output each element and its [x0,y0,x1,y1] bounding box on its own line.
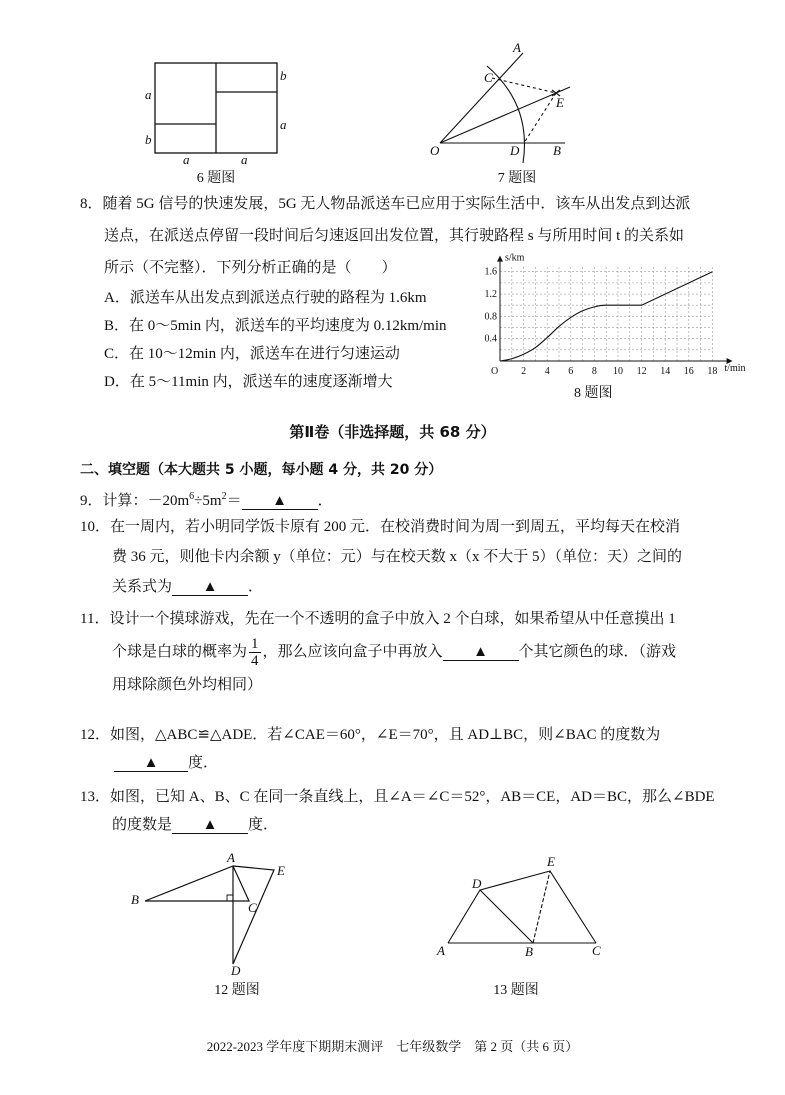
label-a: a [145,87,152,102]
label-C: C [248,900,257,915]
label-b: b [145,132,152,147]
figure-12 [131,850,285,998]
x-tick-label: 14 [660,366,671,377]
label-C: C [592,943,601,958]
label-D: D [472,876,482,891]
label-D: D [231,963,241,978]
q11-text: ，那么应该向盒子中再放入 [262,644,443,660]
q11-line: 用球除颜色外均相同） [112,677,263,693]
figure-caption: 6 题图 [196,171,236,186]
label-D: D [510,143,520,158]
x-tick-label: 2 [521,366,527,377]
exponent: 6 [189,491,195,502]
label-O: O [430,143,440,158]
q11-text: 个其它颜色的球．（游戏 [518,644,677,660]
y-axis-label: s/km [505,252,525,264]
label-b: b [280,68,287,83]
label-B: B [553,143,561,158]
x-tick-label: 10 [613,366,623,377]
q13-line: 13．如图，已知 A、B、C 在同一条直线上，且∠A＝∠C＝52°，AB＝CE，AD＝BC，那么∠BDE [80,789,715,805]
label-a: a [280,117,287,132]
label-E: E [556,95,564,110]
y-tick-label: 0.4 [484,333,497,345]
q8-line: 所示（不完整）．下列分析正确的是（ ） [104,260,397,276]
figure-13 [436,854,601,998]
x-tick-label: 16 [683,366,694,377]
q13-line [112,816,278,834]
figure-8-chart [485,253,746,377]
label-E: E [547,854,555,869]
q11-text: 个球是白球的概率为 [112,644,248,660]
fraction [249,636,261,669]
label-a: a [183,152,190,167]
q10-line: 费 36 元，则他卡内余额 y（单位：元）与在校天数 x（x 不大于 5）（单位：天）之间的 [112,549,683,565]
label-B: B [131,892,139,907]
q8-option-d: D．在 5～11min 内，派送车的速度逐渐增大 [104,374,393,390]
y-tick-label: 1.2 [484,289,497,301]
answer-blank[interactable]: ▲ [172,579,248,596]
numerator: 1 [251,636,259,653]
x-tick-label: 18 [707,366,718,377]
q11-line: 11．设计一个摸球游戏，先在一个不透明的盒子中放入 2 个白球，如果希望从中任意摸出 1 [80,611,676,627]
y-tick-label: 0.8 [484,311,497,323]
q9-text: 9．计算：－20m [80,493,190,509]
q8-line: 8．随着 5G 信号的快速发展，5G 无人物品派送车已应用于实际生活中．该车从出发点到达派 [80,196,691,212]
q10-line: 10．在一周内，若小明同学饭卡原有 200 元．在校消费时间为周一到周五，平均每天在校消 [80,519,681,535]
q9-text: ． [317,493,333,509]
x-tick-label: 6 [568,366,574,377]
q8-option-a: A．派送车从出发点到派送点行驶的路程为 1.6km [104,290,427,306]
x-tick-label: 12 [636,366,647,377]
figure-caption: 7 题图 [497,171,537,186]
figure-caption: 13 题图 [493,983,539,998]
x-axis-label: t/min [724,363,746,374]
q8-line: 送点，在派送点停留一段时间后匀速返回出发位置，其行驶路程 s 与所用时间 t 的关系如 [104,228,685,244]
q8-option-b: B．在 0～5min 内，派送车的平均速度为 0.12km/min [104,318,447,334]
origin-label: O [491,366,499,377]
y-tick-label: 1.6 [484,266,497,278]
answer-blank[interactable]: ▲ [443,644,519,661]
label-A: A [437,943,445,958]
section-heading: 二、填空题（本大题共 5 小题，每小题 4 分，共 20 分） [80,462,443,478]
figure-7 [430,40,570,186]
section-title: 第Ⅱ卷（非选择题，共 68 分） [289,423,496,441]
figure-caption: 8 题图 [574,386,613,401]
label-B: B [525,944,533,959]
label-a: a [241,152,248,167]
q12-line [114,754,218,772]
q8-option-c: C．在 10～12min 内，派送车在进行匀速运动 [104,346,400,362]
label-A: A [227,850,235,865]
page-footer: 2022-2023 学年度下期期末测评 七年级数学 第 2 页（共 6 页） [206,1039,579,1054]
q10-text: 关系式为 [112,579,173,595]
q13-text: 度． [248,817,279,833]
label-C: C [484,70,493,85]
q12-text: 度． [188,755,219,771]
answer-blank[interactable]: ▲ [242,493,318,510]
q10-line [112,578,263,596]
y-axis-arrow [497,256,503,262]
label-E: E [277,863,285,878]
q10-text: ． [248,579,264,595]
q9-text: ÷5m [194,493,222,509]
q13-text: 的度数是 [112,817,173,833]
q9-text: ＝ [226,493,242,509]
figure-6 [145,63,287,186]
answer-blank[interactable]: ▲ [172,817,248,834]
answer-blank[interactable]: ▲ [114,755,188,772]
q9 [80,488,333,510]
q12-line: 12．如图，△ABC≌△ADE．若∠CAE＝60°，∠E＝70°，且 AD⊥BC，则∠BAC 的度数为 [80,727,661,743]
x-tick-label: 4 [544,366,550,377]
exponent: 2 [221,491,227,502]
figure-caption: 12 题图 [214,983,260,998]
label-A: A [513,40,521,55]
denominator: 4 [251,653,259,670]
q11-line [112,635,676,669]
x-tick-label: 8 [591,366,597,377]
